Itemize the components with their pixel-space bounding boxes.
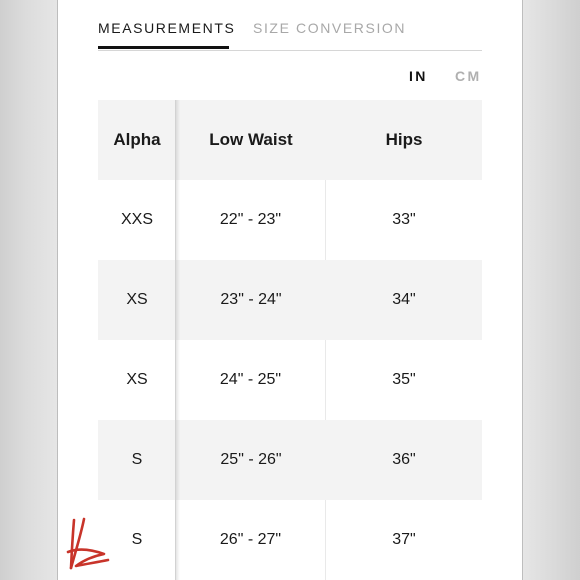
cell-alpha: XS <box>126 291 148 308</box>
sticky-column-shadow <box>176 100 180 580</box>
cell-hips: 33" <box>392 211 416 228</box>
cell-low-waist: 26" - 27" <box>176 500 326 580</box>
tab-measurements[interactable]: MEASUREMENTS <box>98 20 236 36</box>
tab-size-conversion[interactable]: SIZE CONVERSION <box>253 20 407 36</box>
cell-alpha: XS <box>126 371 148 388</box>
header-low-waist: Low Waist <box>209 130 293 149</box>
cell-alpha: S <box>131 531 143 548</box>
table-row <box>98 260 482 340</box>
cell-low-waist: 25" - 26" <box>220 451 282 468</box>
cell-alpha: S <box>131 451 143 468</box>
cell-low-waist: 24" - 25" <box>176 340 326 420</box>
background-right <box>522 0 580 580</box>
unit-toggle-cm[interactable]: CM <box>455 68 482 84</box>
header-alpha: Alpha <box>113 130 161 149</box>
cell-hips: 37" <box>392 531 416 548</box>
cell-low-waist: 23" - 24" <box>220 291 282 308</box>
unit-toggle-in[interactable]: IN <box>409 68 428 84</box>
size-chart-panel <box>58 0 522 580</box>
table-row <box>98 180 482 260</box>
measurements-table <box>98 100 482 580</box>
table-row <box>98 500 482 580</box>
background-left <box>0 0 58 580</box>
cell-hips: 36" <box>392 451 416 468</box>
cell-hips: 34" <box>392 291 416 308</box>
handwritten-x-mark-icon <box>64 516 110 570</box>
table-row <box>98 340 482 420</box>
active-tab-indicator <box>98 46 229 49</box>
table-row <box>98 420 482 500</box>
table-header-row <box>98 100 482 180</box>
header-hips: Hips <box>385 130 423 149</box>
cell-hips: 35" <box>392 371 416 388</box>
cell-alpha: XXS <box>120 211 153 228</box>
tab-bar <box>98 0 482 51</box>
cell-low-waist: 22" - 23" <box>176 180 326 260</box>
